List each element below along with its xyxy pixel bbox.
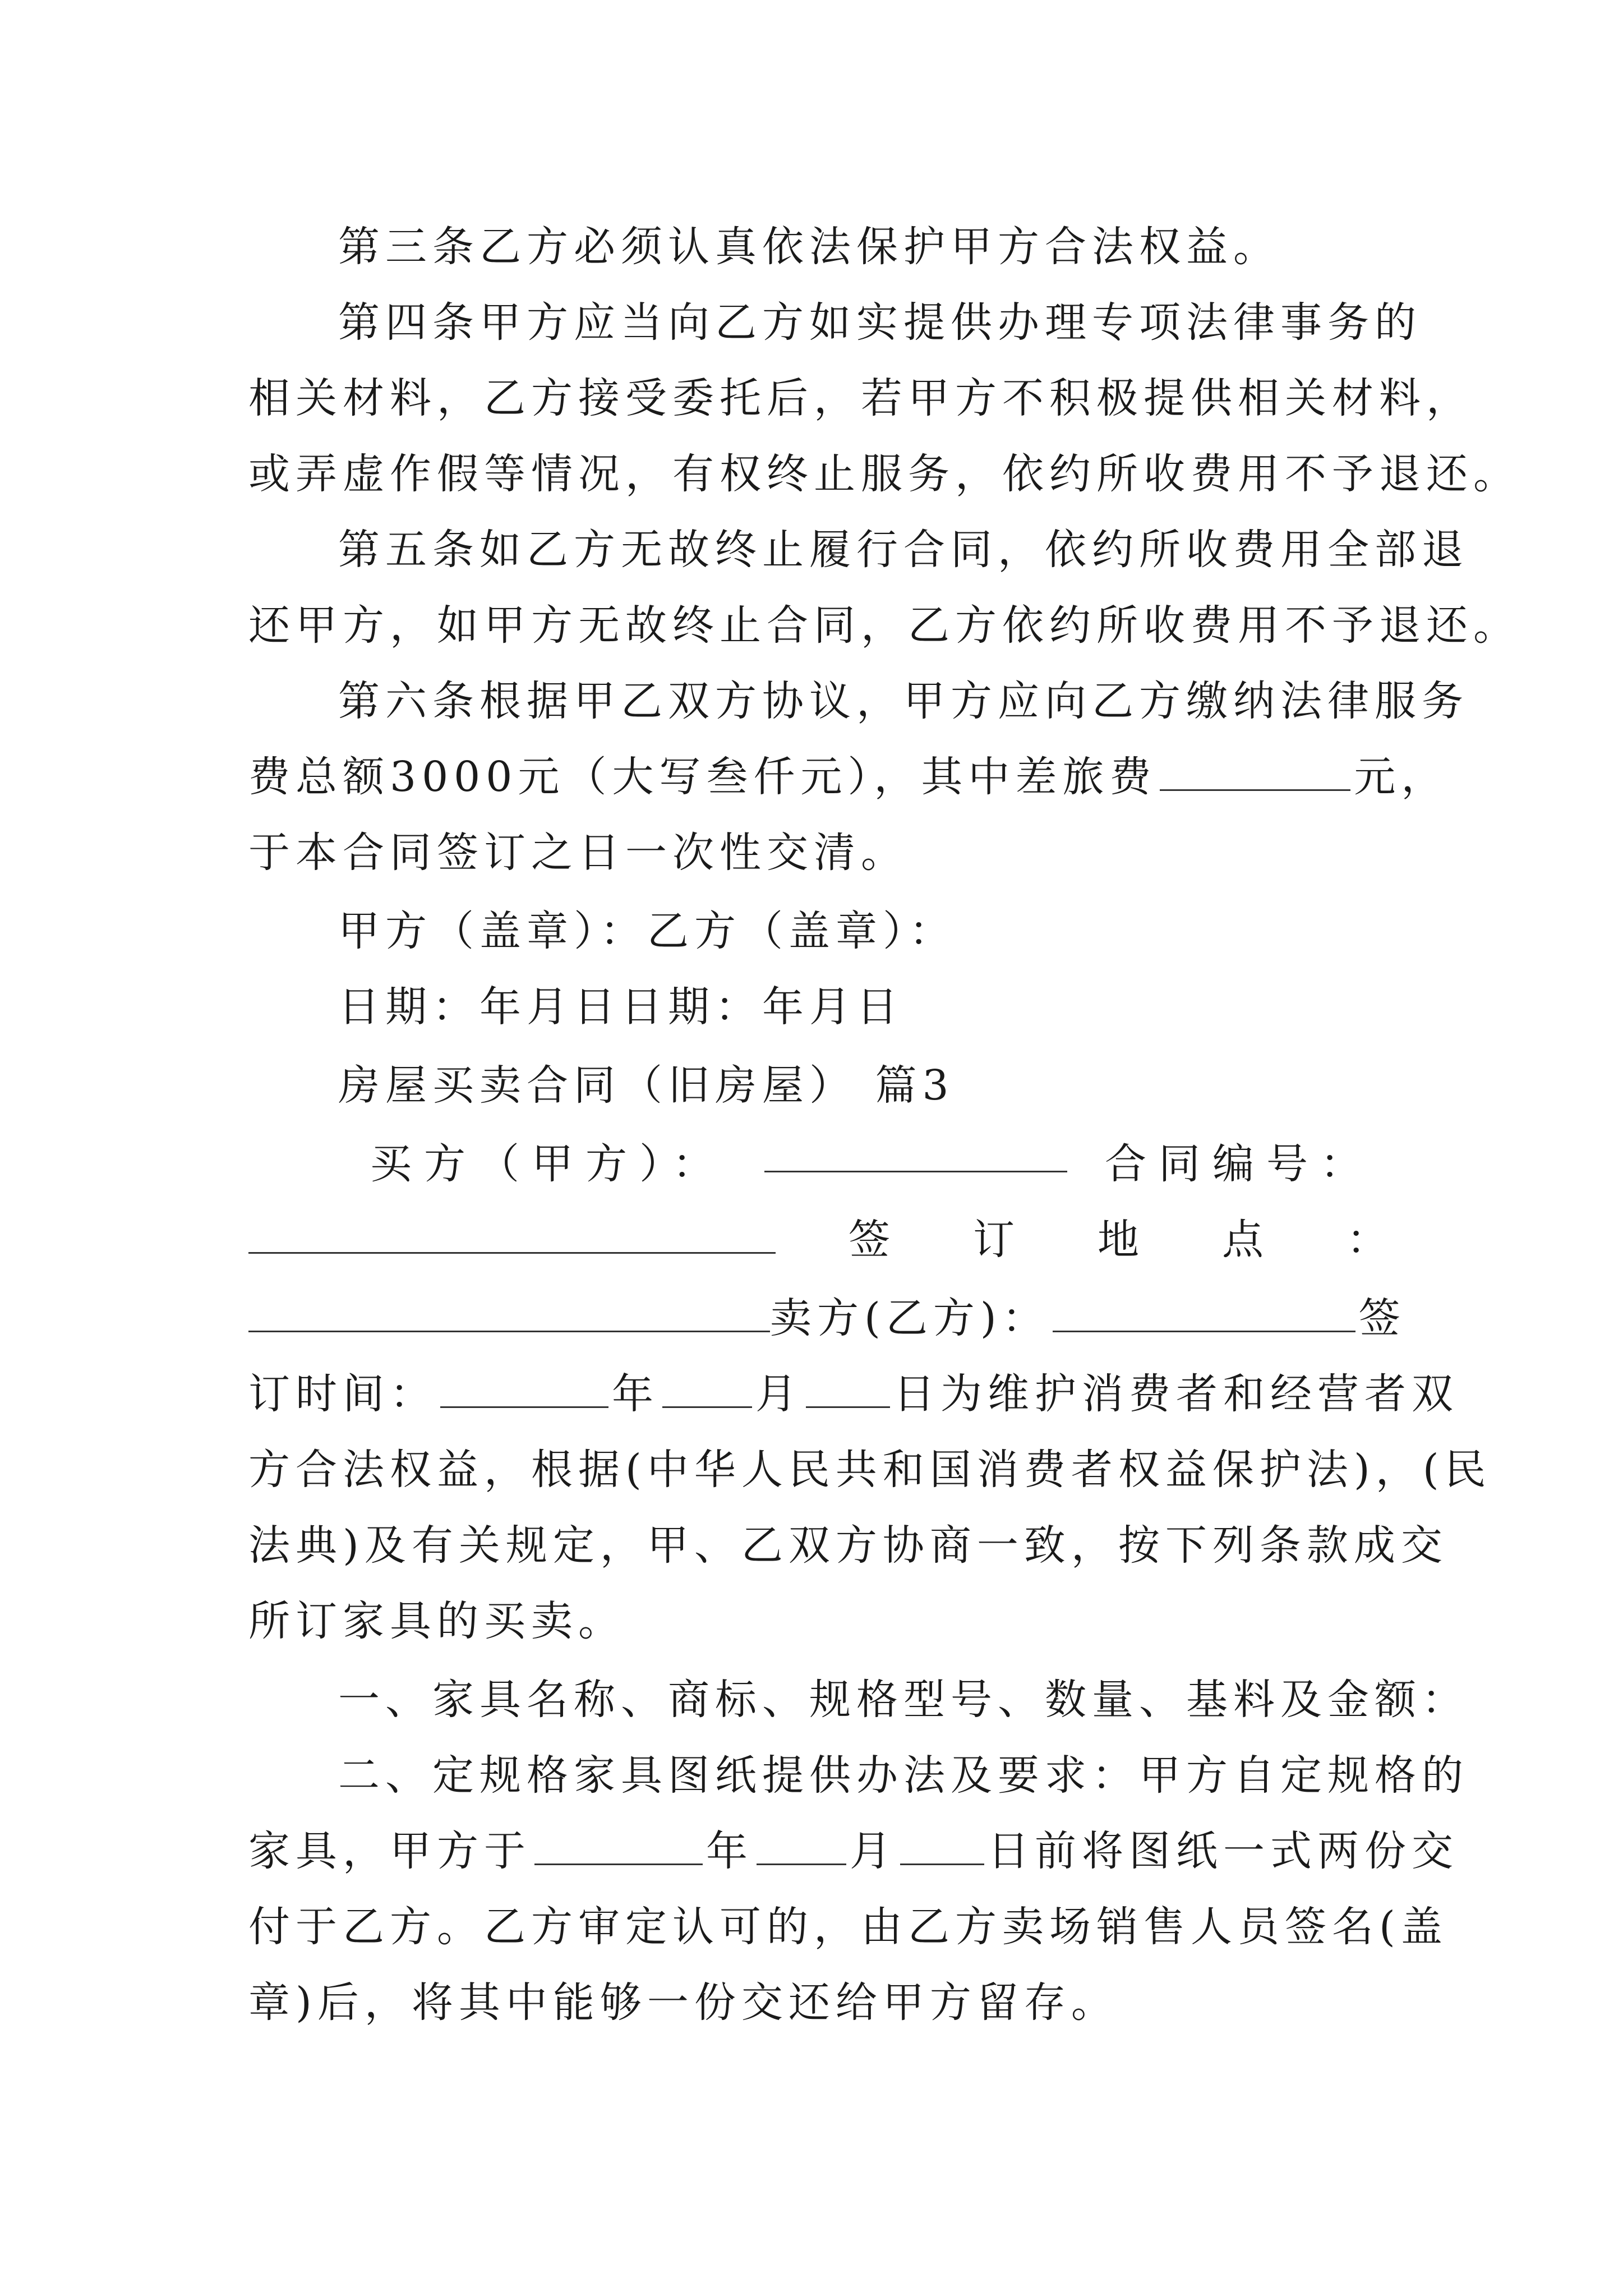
- section-heading: 房屋买卖合同（旧房屋） 篇3: [338, 1061, 955, 1110]
- buyer-label: 买方（甲方）：: [370, 1140, 726, 1188]
- clause-2-line-2: [248, 1823, 1459, 1879]
- article-5-line-2: 还甲方，如甲方无故终止合同，乙方依约所收费用不予退还。: [248, 601, 1520, 650]
- year-label: 年: [612, 1370, 659, 1418]
- article-6-line-2: [248, 749, 1449, 805]
- clause-2-line-4: 章)后，将其中能够一份交还给甲方留存。: [248, 1978, 1118, 2027]
- buyer-blank: [764, 1136, 1067, 1172]
- month-blank: [662, 1372, 752, 1408]
- article-3: 第三条乙方必须认真依法保护甲方合法权益。: [338, 223, 1280, 271]
- buyer-line: [370, 1136, 1374, 1192]
- seller-label: 卖方(乙方)：: [770, 1294, 1049, 1342]
- seller-blank: [1053, 1296, 1355, 1332]
- article-6-line-3: 于本合同签订之日一次性交清。: [248, 829, 908, 877]
- clause-2-prefix: 家具，甲方于: [248, 1827, 531, 1875]
- signing-place-line: [248, 1212, 1471, 1268]
- clause-2-line-3: 付于乙方。乙方审定认可的，由乙方卖场销售人员签名(盖: [248, 1903, 1448, 1951]
- contract-number-blank: [248, 1217, 776, 1254]
- clause-1: 一、家具名称、商标、规格型号、数量、基料及金额：: [338, 1676, 1469, 1724]
- article-4-line-2: 相关材料，乙方接受委托后，若甲方不积极提供相关材料，: [248, 374, 1473, 422]
- signing-place-label: 签订地点：: [849, 1216, 1471, 1264]
- month-label: 月: [755, 1370, 803, 1418]
- signing-time-label: 订时间：: [248, 1370, 437, 1418]
- article-4-line-1: 第四条甲方应当向乙方如实提供办理专项法律事务的: [338, 298, 1422, 347]
- preamble-line-3: 法典)及有关规定，甲、乙双方协商一致，按下列条款成交: [248, 1521, 1448, 1570]
- clause-2-line-1: 二、定规格家具图纸提供办法及要求：甲方自定规格的: [338, 1751, 1469, 1800]
- article-4-line-3: 或弄虚作假等情况，有权终止服务，依约所收费用不予退还。: [248, 450, 1520, 498]
- drawing-year-blank: [534, 1829, 703, 1865]
- fee-text: 费总额3000元（大写叁仟元），其中差旅费: [248, 753, 1157, 801]
- day-blank: [806, 1372, 890, 1408]
- fee-unit: 元，: [1354, 753, 1449, 801]
- date-line: 日期：年月日日期：年月日: [338, 983, 903, 1031]
- travel-fee-blank: [1160, 754, 1350, 791]
- drawing-day-blank: [900, 1829, 984, 1865]
- preamble-text: 日为维护消费者和经营者双: [893, 1370, 1459, 1418]
- year-blank: [440, 1372, 608, 1408]
- preamble-line-2: 方合法权益，根据(中华人民共和国消费者权益保护法)，(民: [248, 1446, 1492, 1494]
- contract-number-label: 合同编号：: [1105, 1140, 1374, 1188]
- preamble-line-4: 所订家具的买卖。: [248, 1597, 625, 1645]
- clause-2-suffix: 日前将图纸一式两份交: [988, 1827, 1459, 1875]
- drawing-month-label: 月: [850, 1827, 897, 1875]
- signing-time-line: [248, 1366, 1459, 1422]
- signing-place-blank: [248, 1296, 770, 1332]
- signature-line: 甲方（盖章）：乙方（盖章）：: [338, 907, 956, 955]
- sign-char: 签: [1358, 1294, 1406, 1342]
- seller-line: [248, 1290, 1406, 1346]
- article-5-line-1: 第五条如乙方无故终止履行合同，依约所收费用全部退: [338, 526, 1469, 574]
- drawing-month-blank: [757, 1829, 846, 1865]
- article-6-line-1: 第六条根据甲乙双方协议，甲方应向乙方缴纳法律服务: [338, 677, 1469, 725]
- drawing-year-label: 年: [706, 1827, 753, 1875]
